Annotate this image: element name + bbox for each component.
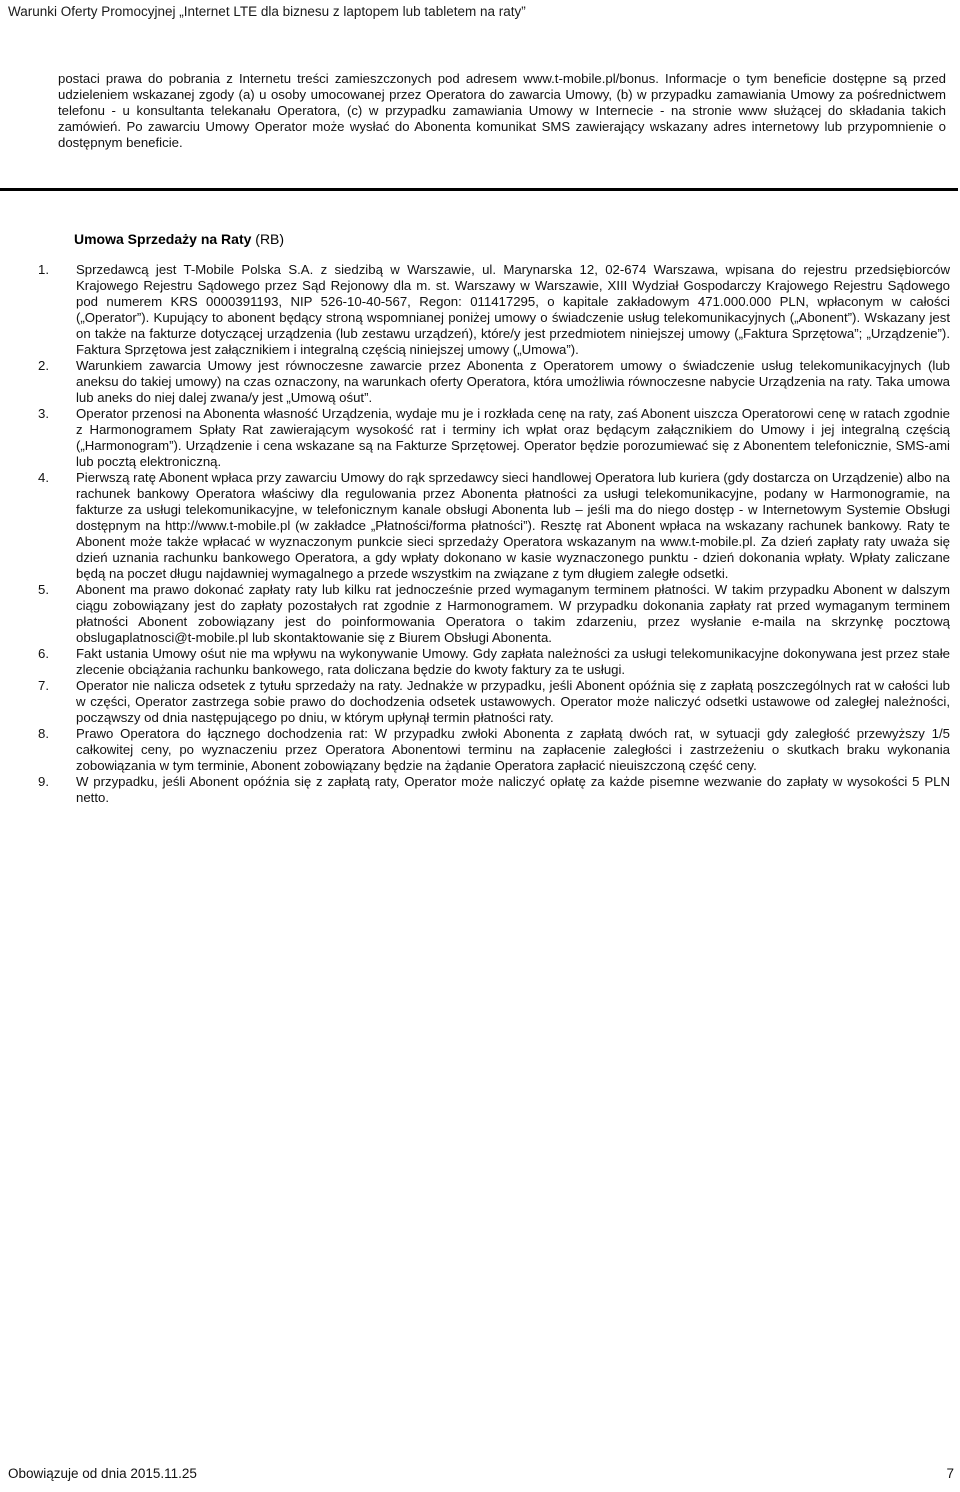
list-item: [0, 726, 950, 774]
terms-list: [0, 262, 960, 806]
item-text: Warunkiem zawarcia Umowy jest równoczesne zawarcie przez Abonenta z Operatorem umowy o świadczenie usług telekomunikacyjnych (lub aneksu do takiej umowy) na czas oznaczony, na warunkach oferty Operatora, która umożliwia równoczesne nabycie Urządzenia na raty. Taka umowa lub aneks do niej dalej zwana/y jest „Umową ośut”.: [76, 358, 950, 405]
list-item: [0, 470, 950, 582]
document-header: Warunki Oferty Promocyjnej „Internet LTE dla biznesu z laptopem lub tabletem na raty”: [8, 4, 526, 19]
list-item: [0, 262, 950, 358]
item-number: 7.: [38, 678, 49, 693]
list-item: [0, 406, 950, 470]
section-title-suffix: (RB): [251, 231, 285, 247]
section-title-bold: Umowa Sprzedaży na Raty: [74, 231, 252, 247]
item-number: 1.: [38, 262, 49, 277]
item-text: Pierwszą ratę Abonent wpłaca przy zawarciu Umowy do rąk sprzedawcy sieci handlowej Operatora lub kuriera (gdy dostarcza on Urządzenie) albo na rachunek bankowy Operatora właściwy dla regulowania przez Abonenta płatności za usługi telekomunikacyjne, podany w Harmonogramie, na fakturze za usługi telekomunikacyjne, w telefonicznym kanale obsługi Abonenta lub – jeśli ma do niego dostęp - w Internetowym Systemie Obsługi dostępnym na http://www.t-mobile.pl (w zakładce „Płatności/forma płatności”). Resztę rat Abonent wpłaca na wskazany rachunek bankowy. Raty te Abonent może także wpłacać w wyznaczonym punkcie sieci sprzedaży Operatora wskazanym na www.t-mobile.pl. Za dzień zapłaty raty uważa się dzień uznania rachunku bankowego Operatora, a gdy wpłaty dokonano w kasie wyznaczonego punktu - dzień dokonania wpłaty. Wpłaty zaliczane będą na poczet długu najdawniej wymagalnego a przede wszystkim na związane z tym długiem zaległe odsetki.: [76, 470, 950, 581]
item-text: Prawo Operatora do łącznego dochodzenia rat: W przypadku zwłoki Abonenta z zapłatą dwóch rat, w sytuacji gdy zaległość przewyższy 1/5 całkowitej ceny, po wyznaczeniu przez Operatora Abonentowi terminu na zapłacenie zaległości i zastrzeżeniu o skutkach braku wykonania zobowiązania w tym terminie, Abonent zobowiązany będzie na żądanie Operatora zapłacić nieuiszczoną część ceny.: [76, 726, 950, 773]
item-text: W przypadku, jeśli Abonent opóźnia się z zapłatą raty, Operator może naliczyć opłatę za każde pisemne wezwanie do zapłaty w wysokości 5 PLN netto.: [76, 774, 950, 805]
list-item: [0, 678, 950, 726]
item-text: Abonent ma prawo dokonać zapłaty raty lub kilku rat jednocześnie przed wymaganym terminem płatności. W takim przypadku Abonent w dalszym ciągu zobowiązany jest do zapłaty pozostałych rat zgodnie z Harmonogramem. W przypadku dokonania zapłaty rat przed wymaganym terminem płatności Abonent zobowiązany jest do poinformowania Operatora o takim zdarzeniu, przez wysłanie e-maila na skrzynkę pocztową obslugaplatnosci@t-mobile.pl lub skontaktowanie się z Biurem Obsługi Abonenta.: [76, 582, 950, 645]
item-number: 8.: [38, 726, 49, 741]
item-number: 5.: [38, 582, 49, 597]
item-text: Fakt ustania Umowy ośut nie ma wpływu na wykonywanie Umowy. Gdy zapłata należności za usługi telekomunikacyjne dokonywana jest przez stałe zlecenie obciążania rachunku bankowego, rata doliczana będzie do kwoty faktury za te usługi.: [76, 646, 950, 677]
intro-paragraph: postaci prawa do pobrania z Internetu treści zamieszczonych pod adresem www.t-mobile.pl/bonus. Informacje o tym beneficie dostępne są przed udzieleniem wskazanej zgody (a) u osoby umocowanej przez Operatora do zawarcia Umowy, (b) w przypadku zamawiania Umowy za pośrednictwem telefonu - u konsultanta telekanału Operatora, (c) w przypadku zamawiania Umowy w Internecie - na stronie www służącej do składania takich zamówień. Po zawarciu Umowy Operator może wysłać do Abonenta komunikat SMS zawierający wskazany adres internetowy lub przypomnienie o dostępnym beneficie.: [58, 71, 946, 150]
section-divider: [0, 188, 958, 191]
section-title: [74, 230, 284, 248]
list-item: [0, 774, 950, 806]
footer-effective-date: Obowiązuje od dnia 2015.11.25: [8, 1466, 197, 1481]
footer-page-number: 7: [946, 1466, 954, 1481]
item-number: 3.: [38, 406, 49, 421]
list-item: [0, 358, 950, 406]
item-number: 4.: [38, 470, 49, 485]
item-number: 2.: [38, 358, 49, 373]
item-text: Operator nie nalicza odsetek z tytułu sprzedaży na raty. Jednakże w przypadku, jeśli Abonent opóźnia się z zapłatą poszczególnych rat w całości lub w części, Operator zastrzega sobie prawo do dochodzenia odsetek ustawowych. Operator może naliczyć odsetki ustawowe od zaległej należności, począwszy od dnia następującego po dniu, w którym upłynął termin płatności raty.: [76, 678, 950, 725]
item-text: Operator przenosi na Abonenta własność Urządzenia, wydaje mu je i rozkłada cenę na raty, zaś Abonent uiszcza Operatorowi cenę w ratach zgodnie z Harmonogramem Spłaty Rat zawierającym wysokość rat i terminy ich wpłat oraz będącym załącznikiem do Umowy i jej integralną częścią („Harmonogram”). Urządzenie i cena wskazane są na Fakturze Sprzętowej. Operator będzie porozumiewać się z Abonentem telefonicznie, SMS-ami lub pocztą elektroniczną.: [76, 406, 950, 469]
item-text: Sprzedawcą jest T-Mobile Polska S.A. z siedzibą w Warszawie, ul. Marynarska 12, 02-674 Warszawa, wpisana do rejestru przedsiębiorców Krajowego Rejestru Sądowego przez Sąd Rejonowy dla m. st. Warszawy w Warszawie, XIII Wydział Gospodarczy Krajowego Rejestru Sądowego pod numerem KRS 0000391193, NIP 526-10-40-567, Regon: 011417295, o kapitale zakładowym 471.000.000 PLN, wpłaconym w całości („Operator”). Kupujący to abonent będący stroną wspomnianej poniżej umowy o świadczenie usług telekomunikacyjnych („Abonent”). Wskazany jest on także na fakturze dotyczącej urządzenia (lub zestawu urządzeń), które/y jest przedmiotem niniejszej umowy („Faktura Sprzętowa”; „Urządzenie”). Faktura Sprzętowa jest załącznikiem i integralną częścią niniejszej umowy („Umowa”).: [76, 262, 950, 357]
list-item: [0, 582, 950, 646]
item-number: 6.: [38, 646, 49, 661]
item-number: 9.: [38, 774, 49, 789]
list-item: [0, 646, 950, 678]
